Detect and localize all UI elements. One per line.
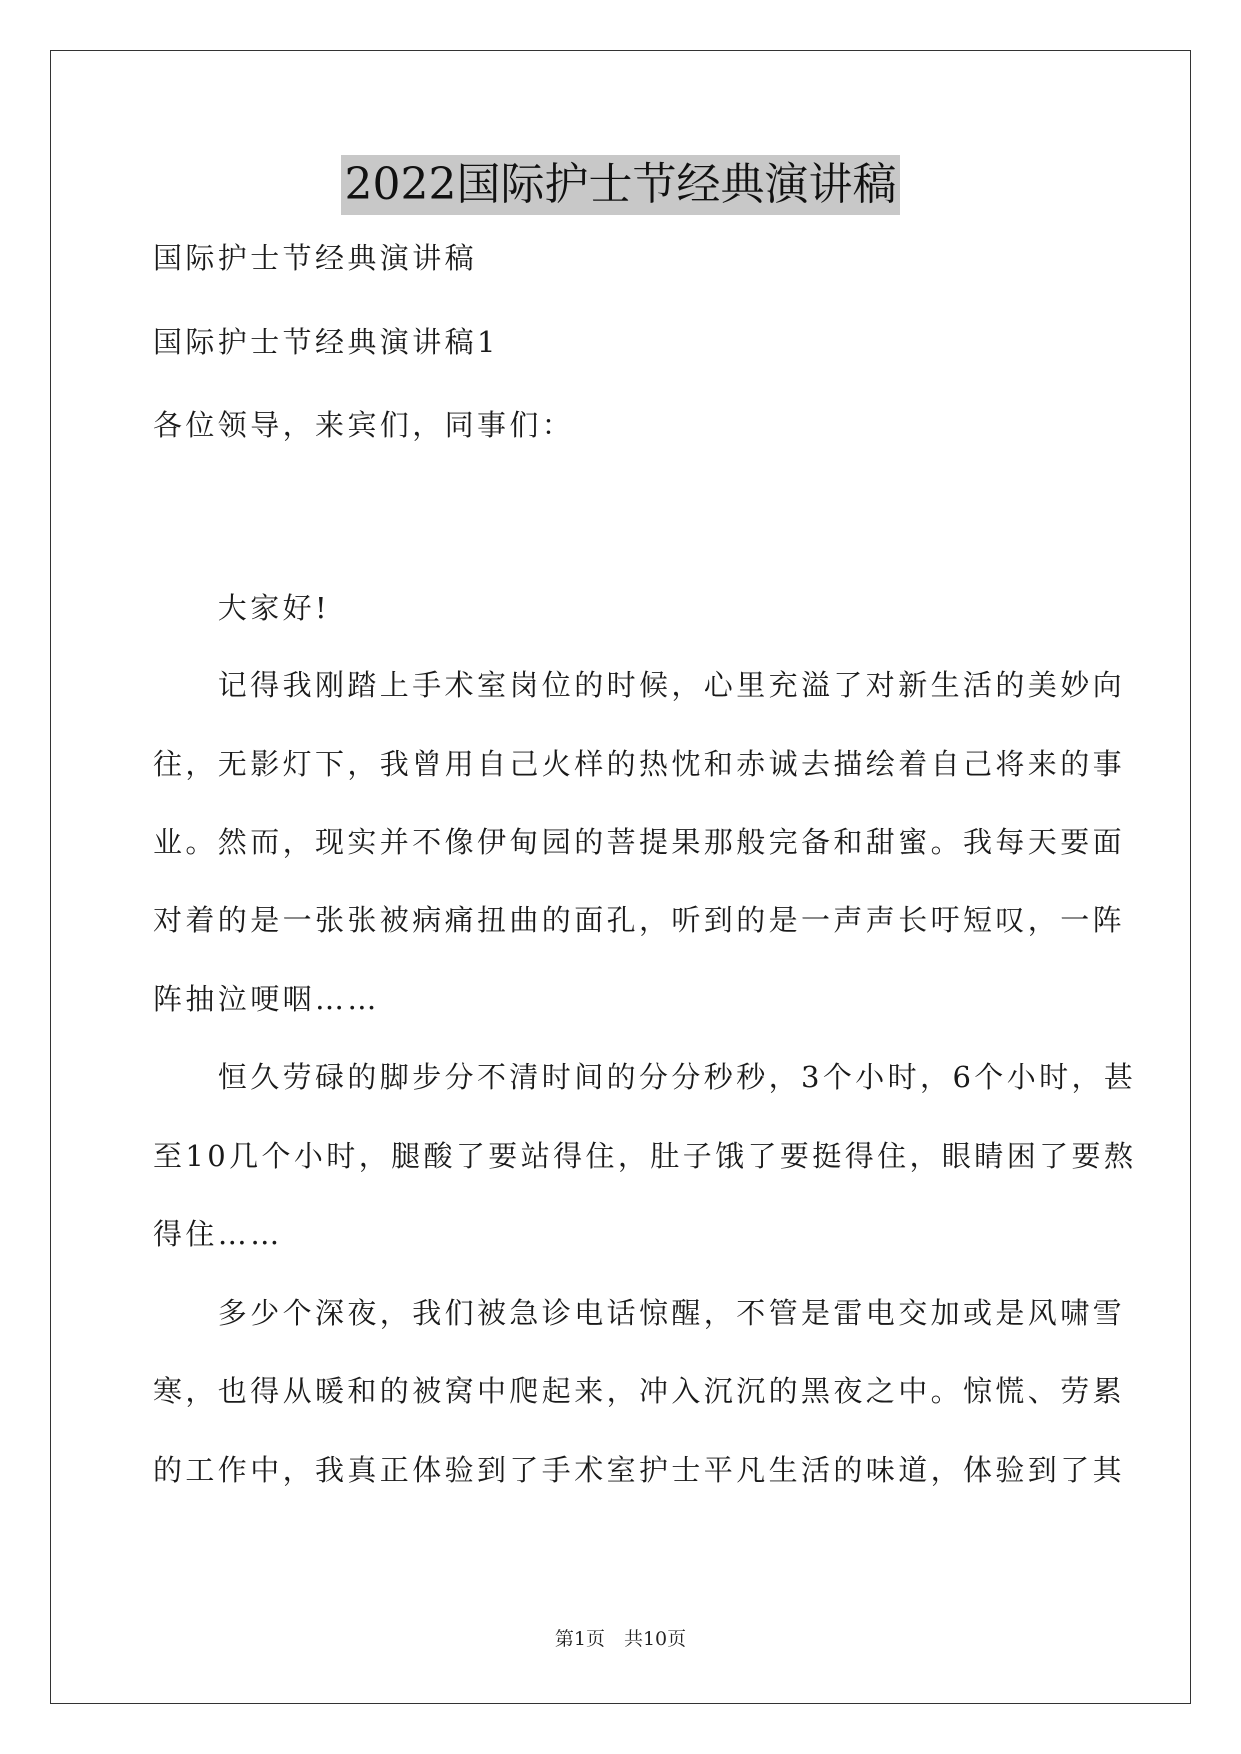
- body-line: 业。然而，现实并不像伊甸园的菩提果那般完备和甜蜜。我每天要面: [153, 825, 1126, 859]
- body-line: 寒，也得从暖和的被窝中爬起来，冲入沉沉的黑夜之中。惊慌、劳累: [153, 1374, 1126, 1408]
- subtitle: 国际护士节经典演讲稿: [153, 241, 478, 275]
- body-line: 恒久劳碌的脚步分不清时间的分分秒秒，3个小时，6个小时，甚: [153, 1060, 1137, 1094]
- body-line: 得住……: [153, 1217, 283, 1251]
- title-wrap: [0, 155, 1241, 215]
- body-line: 多少个深夜，我们被急诊电话惊醒，不管是雷电交加或是风啸雪: [153, 1296, 1126, 1330]
- section-heading: 国际护士节经典演讲稿1: [153, 325, 499, 359]
- body-line: 阵抽泣哽咽……: [153, 982, 380, 1016]
- body-line: 对着的是一张张被病痛扭曲的面孔，听到的是一声声长吁短叹，一阵: [153, 903, 1126, 937]
- body-line: 的工作中，我真正体验到了手术室护士平凡生活的味道，体验到了其: [153, 1453, 1126, 1487]
- body-line: 记得我刚踏上手术室岗位的时候，心里充溢了对新生活的美妙向: [153, 668, 1126, 702]
- body-line: 大家好!: [153, 591, 331, 625]
- page-footer: 第1页 共10页: [554, 1628, 687, 1650]
- body-line: 往，无影灯下，我曾用自己火样的热忱和赤诚去描绘着自己将来的事: [153, 747, 1126, 781]
- salutation: 各位领导，来宾们，同事们：: [153, 408, 575, 442]
- body-line: 至10几个小时，腿酸了要站得住，肚子饿了要挺得住，眼睛困了要熬: [153, 1139, 1137, 1173]
- document-title: 2022国际护士节经典演讲稿: [341, 155, 901, 215]
